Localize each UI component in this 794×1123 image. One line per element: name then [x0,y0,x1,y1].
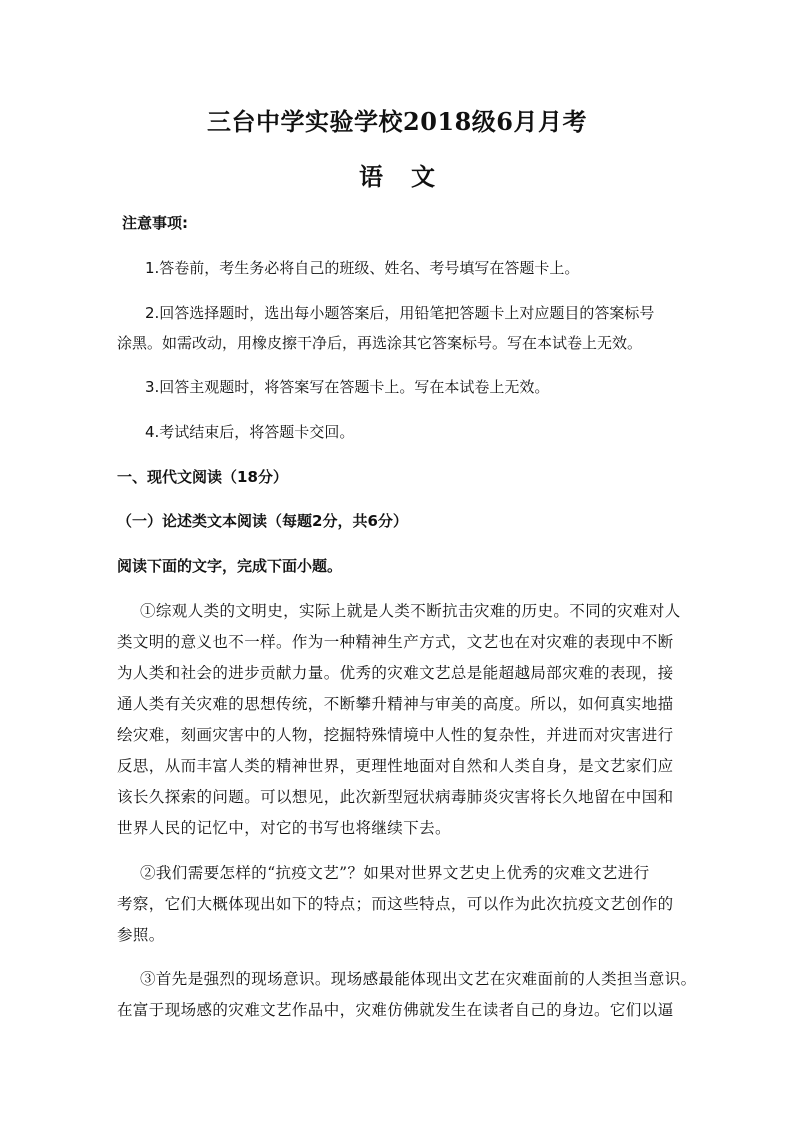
passage-line: 考察，它们大概体现出如下的特点；而这些特点，可以作为此次抗疫文艺创作的 [117,895,674,913]
passage-line: 类文明的意义也不一样。作为一种精神生产方式，文艺也在对灾难的表现中不断 [117,633,674,651]
notice-item: 涂黑。如需改动，用橡皮擦干净后，再选涂其它答案标号。写在本试卷上无效。 [117,334,643,352]
section-subheading: （一）论述类文本阅读（每题2分，共6分） [117,512,408,530]
passage-line: 通人类有关灾难的思想传统，不断攀升精神与审美的高度。所以，如何真实地描 [117,695,674,713]
passage-line: 为人类和社会的进步贡献力量。优秀的灾难文艺总是能超越局部灾难的表现，接 [117,664,674,682]
passage-line: 世界人民的记忆中，对它的书写也将继续下去。 [117,819,451,837]
passage-line: ③首先是强烈的现场意识。现场感最能体现出文艺在灾难面前的人类担当意识。 [140,970,697,988]
passage-line: ①综观人类的文明史，实际上就是人类不断抗击灾难的历史。不同的灾难对人 [140,602,681,620]
notice-item: 4.考试结束后，将答题卡交回。 [145,423,355,441]
passage-line: 反思，从而丰富人类的精神世界，更理性地面对自然和人类自身，是文艺家们应 [117,757,674,775]
notice-item: 1.答卷前，考生务必将自己的班级、姓名、考号填写在答题卡上。 [145,259,580,277]
notice-item: 2.回答选择题时，选出每小题答案后，用铅笔把答题卡上对应题目的答案标号 [145,304,655,322]
passage-line: 该长久探索的问题。可以想见，此次新型冠状病毒肺炎灾害将长久地留在中国和 [117,788,674,806]
notice-heading: 注意事项: [122,214,188,232]
section-instruction: 阅读下面的文字，完成下面小题。 [117,557,343,575]
subject-title: 语文 [359,162,463,191]
passage-line: 参照。 [117,926,165,944]
passage-line: 在富于现场感的灾难文艺作品中，灾难仿佛就发生在读者自己的身边。它们以逼 [117,1001,674,1019]
notice-item: 3.回答主观题时，将答案写在答题卡上。写在本试卷上无效。 [145,378,550,396]
passage-line: 绘灾难，刻画灾害中的人物，挖掘特殊情境中人性的复杂性，并进而对灾害进行 [117,726,674,744]
section-heading: 一、现代文阅读（18分） [117,468,288,486]
passage-line: ②我们需要怎样的“抗疫文艺”？如果对世界文艺史上优秀的灾难文艺进行 [140,864,650,882]
page-title: 三台中学实验学校2018级6月月考 [207,107,587,136]
